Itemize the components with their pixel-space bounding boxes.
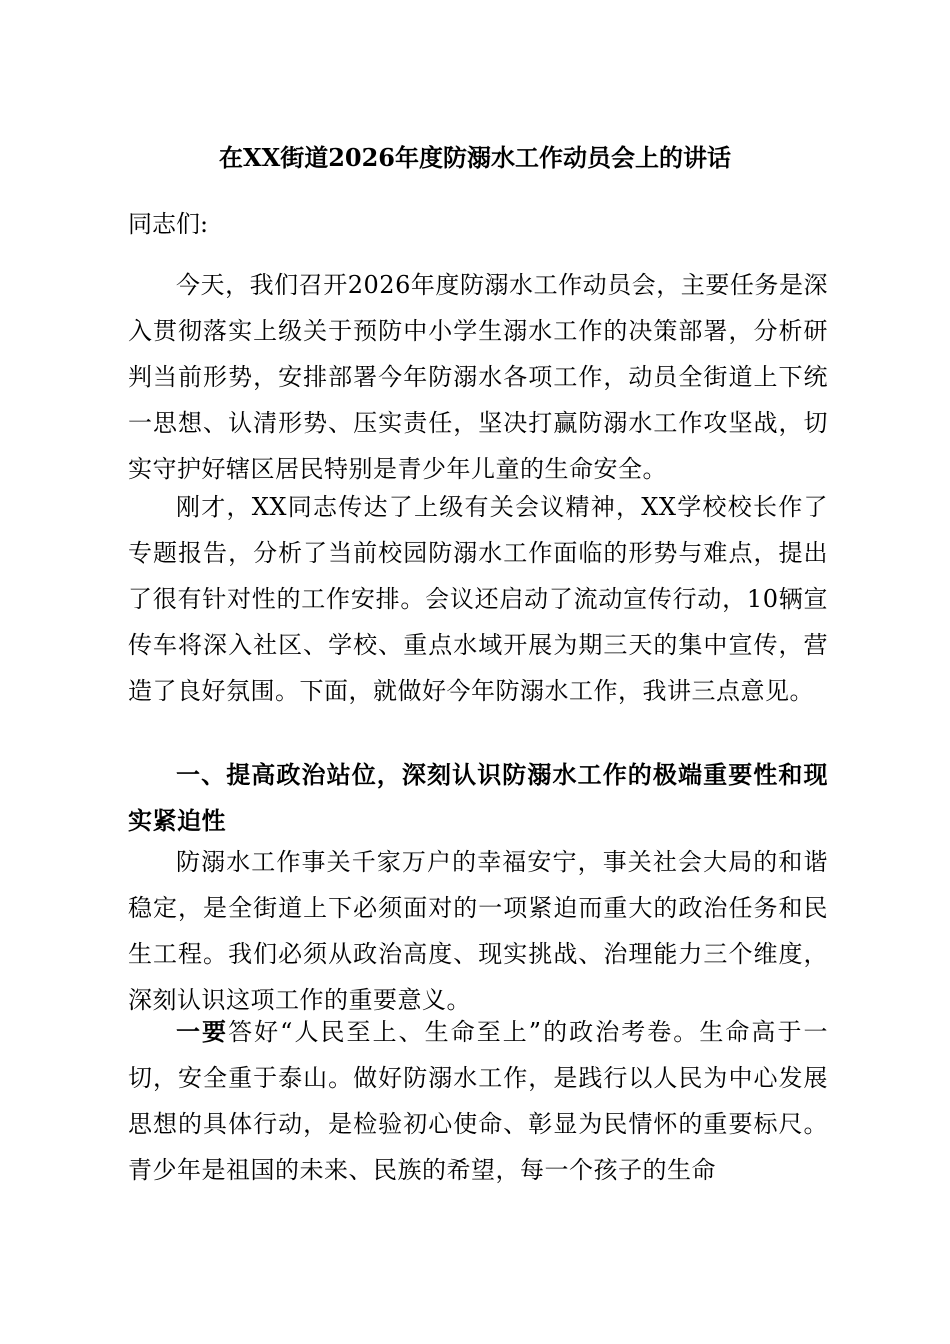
section-one-heading-block — [128, 752, 828, 844]
point-one-lead: 一要 — [176, 1017, 229, 1046]
point-one-block — [128, 1009, 828, 1193]
document-title: 在XX街道2026年度防溺水工作动员会上的讲话 — [218, 143, 732, 172]
section-one-heading: 一、提高政治站位，深刻认识防溺水工作的极端重要性和现实紧迫性 — [128, 760, 828, 835]
point-one-text: 答好“人民至上、生命至上”的政治考卷。生命高于一切，安全重于泰山。做好防溺水工作，是践行以人民为中心发展思想的具体行动，是检验初心使命、彰显为民情怀的重要标尺。青少年是祖国的未来、民族的希望，每一个孩子的生命 — [128, 1018, 828, 1184]
paragraph-point-one — [128, 1009, 828, 1193]
intro-section — [128, 262, 828, 492]
meeting-summary-section — [128, 484, 828, 714]
paragraph-section-one: 防溺水工作事关千家万户的幸福安宁，事关社会大局的和谐稳定，是全街道上下必须面对的一项紧迫而重大的政治任务和民生工程。我们必须从政治高度、现实挑战、治理能力三个维度，深刻认识这项工作的重要意义。 — [128, 848, 828, 1014]
paragraph-meeting-summary: 刚才，XX同志传达了上级有关会议精神，XX学校校长作了专题报告，分析了当前校园防溺水工作面临的形势与难点，提出了很有针对性的工作安排。会议还启动了流动宣传行动，10辆宣传车将深入社区、学校、重点水域开展为期三天的集中宣传，营造了良好氛围。下面，就做好今年防溺水工作，我讲三点意见。 — [128, 493, 828, 705]
salutation: 同志们: — [128, 210, 209, 238]
paragraph-opening: 今天，我们召开2026年度防溺水工作动员会，主要任务是深入贯彻落实上级关于预防中小学生溺水工作的决策部署，分析研判当前形势，安排部署今年防溺水各项工作，动员全街道上下统一思想、认清形势、压实责任，坚决打赢防溺水工作攻坚战，切实守护好辖区居民特别是青少年儿童的生命安全。 — [128, 271, 828, 483]
section-one-body — [128, 839, 828, 1023]
